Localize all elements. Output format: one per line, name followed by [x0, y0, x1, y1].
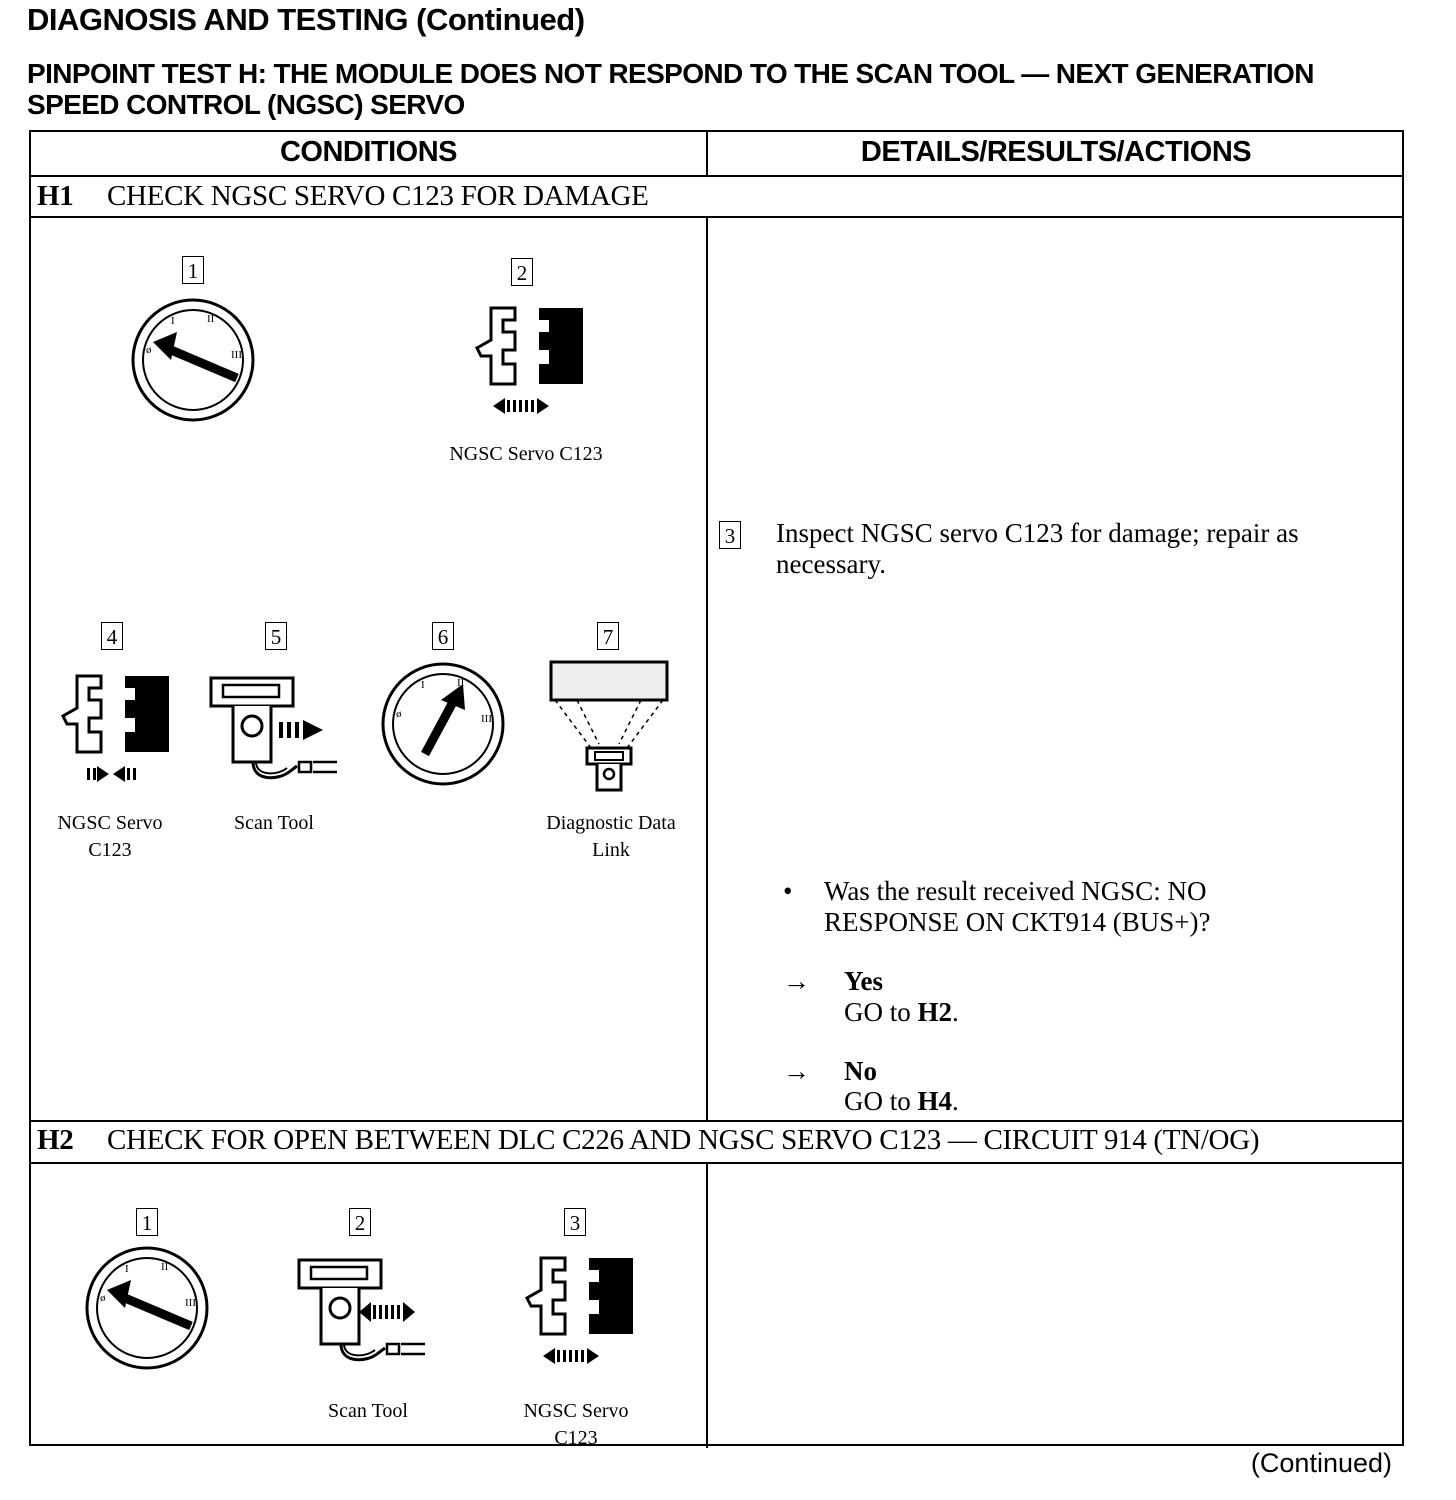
- caption-line: Link: [592, 839, 630, 861]
- figure-number: 7: [597, 622, 619, 650]
- step-h1-header: [37, 180, 649, 213]
- connector-connect-icon: [45, 666, 175, 786]
- conditions-header: CONDITIONS: [279, 136, 458, 168]
- details-header: DETAILS/RESULTS/ACTIONS: [860, 136, 1252, 168]
- caption-line: Diagnostic Data: [546, 812, 676, 834]
- go-to-text: GO to: [844, 997, 911, 1027]
- figure-number: 1: [136, 1208, 158, 1236]
- no-action: [844, 1086, 959, 1117]
- step-h2-header: [37, 1124, 1259, 1157]
- connector-disconnect-icon: [459, 298, 589, 418]
- h1-figure-6: [381, 622, 505, 792]
- step-number-box: 3: [719, 521, 741, 549]
- arrow-icon: →: [783, 966, 810, 996]
- go-to-target-h4[interactable]: H4: [917, 1086, 953, 1116]
- h1-figure-4: [45, 622, 175, 872]
- step-id: H2: [37, 1124, 74, 1156]
- scan-tool-connect-icon: [209, 672, 349, 792]
- row-divider: [31, 216, 1402, 218]
- row-divider: [31, 175, 1402, 177]
- yes-label: Yes: [844, 966, 883, 996]
- figure-number: 2: [511, 258, 533, 286]
- bullet: •: [783, 876, 793, 906]
- figure-caption: [35, 810, 185, 864]
- punctuation: .: [952, 997, 959, 1027]
- arrow-icon: →: [783, 1056, 810, 1086]
- punctuation: .: [952, 1086, 959, 1116]
- h2-figure-3: [501, 1208, 651, 1458]
- page-title: DIAGNOSIS AND TESTING (Continued): [27, 2, 585, 37]
- caption-line: NGSC Servo: [523, 1400, 629, 1422]
- h2-figure-2: [293, 1208, 443, 1458]
- step-title: CHECK FOR OPEN BETWEEN DLC C226 AND NGSC SERVO C123 — CIRCUIT 914 (TN/OG): [107, 1124, 1260, 1156]
- connector-disconnect-icon: [509, 1248, 639, 1368]
- caption-line: NGSC Servo: [57, 812, 163, 834]
- figure-caption: Scan Tool: [234, 812, 314, 834]
- figure-caption: [531, 810, 691, 864]
- ignition-switch-off-icon: [85, 1246, 209, 1370]
- h1-figure-5: [209, 622, 359, 842]
- row-divider: [31, 1162, 1402, 1164]
- figure-number: 2: [349, 1208, 371, 1236]
- ignition-switch-off-icon: [131, 298, 255, 422]
- figure-number: 6: [432, 622, 454, 650]
- row-divider: [31, 1120, 1402, 1122]
- caption-line: C123: [554, 1427, 598, 1449]
- h2-figure-1: [85, 1208, 209, 1378]
- pinpoint-test-table: [29, 130, 1404, 1449]
- caption-line: C123: [88, 839, 132, 861]
- h1-figure-2: [421, 256, 631, 476]
- no-label: No: [844, 1056, 877, 1086]
- figure-caption: Scan Tool: [328, 1400, 408, 1422]
- pinpoint-test-title: PINPOINT TEST H: THE MODULE DOES NOT RESPOND TO THE SCAN TOOL — NEXT GENERATION SPEED CONTROL (NGSC) SERVO: [27, 58, 1314, 120]
- scan-tool-disconnect-icon: [297, 1254, 437, 1374]
- figure-caption: [496, 1398, 656, 1452]
- go-to-target-h2[interactable]: H2: [917, 997, 953, 1027]
- go-to-text: GO to: [844, 1086, 911, 1116]
- step-instruction: Inspect NGSC servo C123 for damage; repair as necessary.: [776, 518, 1299, 579]
- step-title: CHECK NGSC SERVO C123 FOR DAMAGE: [107, 180, 649, 212]
- figure-number: 5: [265, 622, 287, 650]
- step-id: H1: [37, 180, 74, 212]
- diagnostic-data-link-icon: [547, 658, 671, 798]
- figure-caption: NGSC Servo C123: [449, 443, 603, 465]
- yes-action: [844, 997, 959, 1028]
- result-question: Was the result received NGSC: NO RESPONSE ON CKT914 (BUS+)?: [824, 876, 1211, 937]
- figure-number: 3: [564, 1208, 586, 1236]
- column-divider: [706, 1162, 708, 1448]
- h1-figure-1: [131, 256, 255, 426]
- continued-label: (Continued): [1250, 1448, 1392, 1478]
- figure-number: 4: [101, 622, 123, 650]
- column-divider: [706, 216, 708, 1122]
- ignition-switch-run-icon: [381, 662, 505, 786]
- figure-number: 1: [182, 256, 204, 284]
- h1-figure-7: [531, 622, 691, 872]
